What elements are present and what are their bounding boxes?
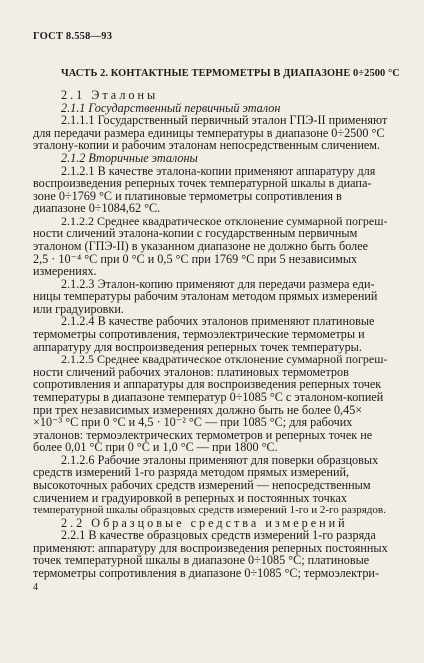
- page-number: 4: [33, 581, 38, 593]
- text-line: ницы температуры рабочим эталонам методом прямых измерений: [33, 289, 378, 304]
- text-line: измерениях.: [33, 264, 97, 279]
- text-line: эталону-копии и рабочим эталонам непосредственным сличением.: [33, 138, 381, 153]
- text-line: 2.2.1 В качестве образцовых средств измерений 1-го разряда: [61, 528, 376, 543]
- text-line: точек температурной шкалы в диапазоне 0÷1085 °С; платиновые: [33, 553, 370, 568]
- text-line: высокоточных рабочих средств измерений — непосредственным: [33, 477, 371, 492]
- text-line: 2.1.2.1 В качестве эталона-копии применяют аппаратуру для: [61, 163, 376, 178]
- text-line: эталоном (ГПЭ-II) в указанном диапазоне не должно быть более: [33, 238, 369, 253]
- text-line: аппаратуру для воспроизведения реперных точек температуры.: [33, 339, 362, 354]
- text-line: термометры сопротивления, термоэлектрические термометры и: [33, 327, 365, 341]
- text-line: для передачи размера единицы температуры в диапазоне 0÷2500 °С: [33, 125, 385, 140]
- text-line: ности сличений эталона-копии с государственным первичным: [33, 226, 358, 241]
- text-line: при трех независимых измерениях должно быть не более 0,45×: [33, 402, 363, 417]
- text-line: или градуировки.: [33, 301, 124, 316]
- text-line: 2.1.2.3 Эталон-копию применяют для передачи размера еди-: [61, 276, 375, 291]
- text-line: зоне 0÷1769 °С и платиновые термометры сопротивления в: [33, 188, 342, 203]
- text-line: ×10⁻³ °С при 0 °С и 4,5 · 10⁻² °С — при 1085 °С; для рабочих: [33, 415, 353, 430]
- text-line: средств измерений 1-го разряда методом прямых измерений,: [33, 465, 350, 480]
- text-line: 2.1.2.5 Среднее квадратическое отклонение суммарной погреш-: [61, 352, 388, 367]
- text-line: более 0,01 °С при 0 °С и 1,0 °С — при 1800 °С.: [33, 440, 278, 455]
- text-line: ности сличений рабочих эталонов: платиновых термометров: [33, 364, 349, 379]
- text-line: сличением и градуировкой в реперных и постоянных точках: [33, 490, 347, 505]
- subsection-heading: 2.1.2 Вторичные эталоны: [61, 150, 198, 165]
- text-line: термометры сопротивления в диапазоне 0÷1085 °С; термоэлектри-: [33, 566, 379, 580]
- section-heading: 2.1 Эталоны: [61, 88, 159, 102]
- text-line: эталонов: термоэлектрических термометров и реперных точек не: [33, 427, 373, 442]
- text-line: температурной шкалы образцовых средств измерений 1-го и 2-го разрядов.: [33, 504, 386, 517]
- section-heading: 2.2 Образцовые средства измерений: [61, 515, 348, 530]
- text-line: 2.1.2.4 В качестве рабочих эталонов применяют платиновые: [61, 314, 375, 329]
- text-line: 2,5 · 10⁻⁴ °С при 0 °С и 0,5 °С при 1769 °С при 5 независимых: [33, 251, 358, 266]
- text-line: воспроизведения реперных точек температурной шкалы в диапа-: [33, 176, 372, 191]
- text-line: температуры в диапазоне температур 0÷1085 °С с эталоном-копией: [33, 389, 384, 404]
- subsection-heading: 2.1.1 Государственный первичный эталон: [61, 100, 281, 115]
- text-line: 2.1.2.6 Рабочие эталоны применяют для поверки образцовых: [61, 452, 379, 467]
- part-title: ЧАСТЬ 2. КОНТАКТНЫЕ ТЕРМОМЕТРЫ В ДИАПАЗОНЕ 0÷2500 °С: [61, 68, 400, 79]
- text-line: 2.1.2.2 Среднее квадратическое отклонение суммарной погреш-: [61, 213, 388, 228]
- text-line: применяют: аппаратуру для воспроизведения реперных постоянных: [33, 540, 388, 555]
- text-line: диапазоне 0÷1084,62 °С.: [33, 201, 161, 216]
- standard-header: ГОСТ 8.558—93: [33, 31, 113, 42]
- text-line: 2.1.1.1 Государственный первичный эталон ГПЭ-II применяют: [61, 113, 388, 128]
- text-line: сопротивления и аппаратуры для воспроизведения реперных точек: [33, 377, 382, 392]
